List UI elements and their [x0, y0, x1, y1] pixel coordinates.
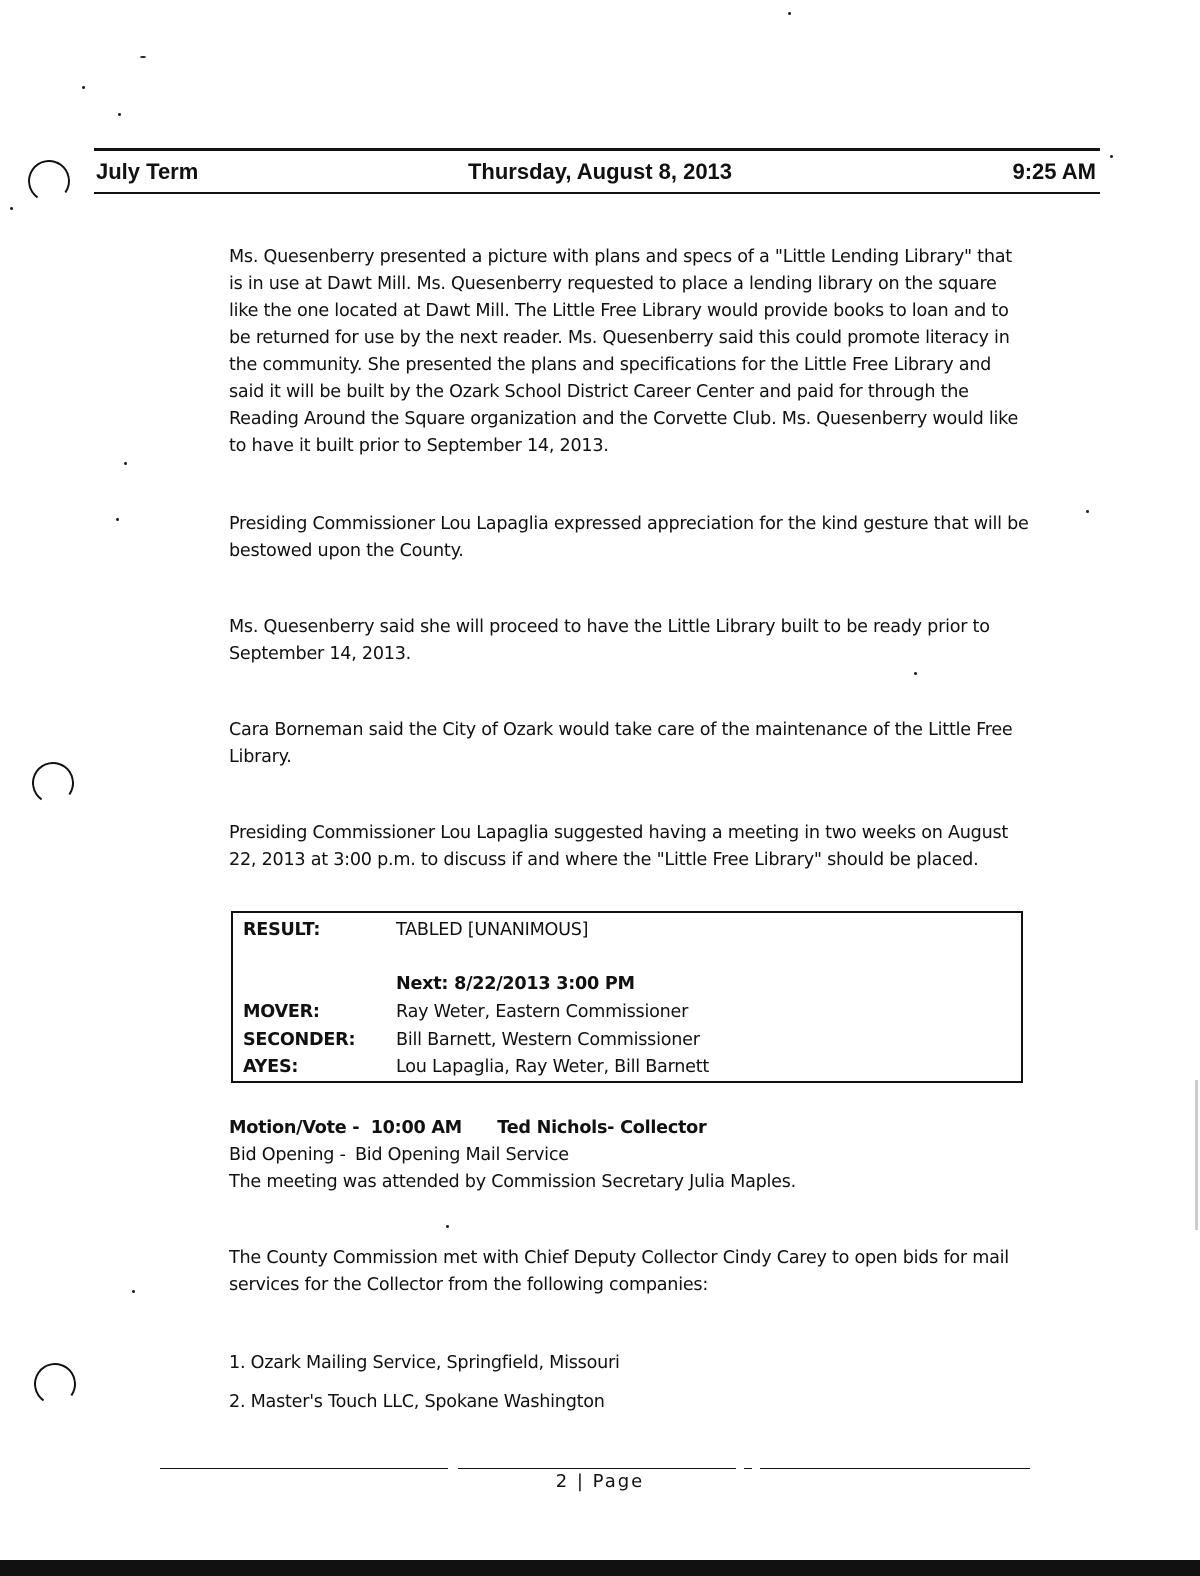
- paragraph-bids-intro: The County Commission met with Chief Deputy Collector Cindy Carey to open bids for mail services for the Collector from the following companies:: [229, 1248, 1009, 1295]
- scan-speck: [118, 113, 121, 116]
- company-list-item: 1. Ozark Mailing Service, Springfield, Missouri: [229, 1353, 620, 1373]
- scan-speck: [10, 207, 13, 210]
- scan-speck: [1086, 510, 1089, 513]
- scan-speck: [82, 86, 85, 89]
- scan-speck: [914, 672, 917, 675]
- paragraph-appreciation: Presiding Commissioner Lou Lapaglia expressed appreciation for the kind gesture that will be bestowed upon the County.: [229, 514, 1029, 561]
- motion-section: [229, 1115, 1029, 1196]
- scan-bottom-edge: [0, 1560, 1200, 1576]
- scan-speck: [1110, 155, 1113, 158]
- company-list-item: 2. Master's Touch LLC, Spokane Washington: [229, 1392, 605, 1412]
- result-value: TABLED [UNANIMOUS]: [396, 920, 589, 940]
- header-term: July Term: [96, 159, 199, 184]
- scan-speck: [116, 518, 119, 521]
- vote-result-box: [231, 911, 1023, 1083]
- header-top-rule: [94, 148, 1100, 151]
- motion-person: Ted Nichols- Collector: [497, 1118, 707, 1138]
- next-meeting-value: Next: 8/22/2013 3:00 PM: [396, 974, 635, 994]
- paragraph-little-library: Ms. Quesenberry presented a picture with plans and specs of a "Little Lending Library" that is in use at Dawt Mill. Ms. Quesenberry requested to place a lending library on the square like the one located at Dawt Mill. The Little Free Library would provide books to loan and to be returned for use by the next reader. Ms. Quesenberry said this could promote literacy in the community. She presented the plans and specifications for the Little Free Library and said it will be built by the Ozark School District Career Center and paid for through the Reading Around the Square organization and the Corvette Club. Ms. Quesenberry would like to have it built prior to September 14, 2013.: [229, 247, 1019, 456]
- bid-opening-value: Bid Opening Mail Service: [354, 1145, 569, 1165]
- ayes-value: Lou Lapaglia, Ray Weter, Bill Barnett: [396, 1057, 710, 1077]
- header-date: Thursday, August 8, 2013: [467, 159, 733, 184]
- paragraph-maintenance: Cara Borneman said the City of Ozark would take care of the maintenance of the Little Free Library.: [229, 720, 1013, 767]
- page-number: 2 | Page: [555, 1471, 645, 1492]
- binder-hole: [31, 1360, 80, 1409]
- scan-speck: [788, 12, 791, 15]
- motion-label: Motion/Vote -: [229, 1118, 360, 1138]
- paragraph-proceed: Ms. Quesenberry said she will proceed to have the Little Library built to be ready prior to September 14, 2013.: [229, 617, 990, 664]
- mover-label: MOVER:: [243, 1002, 320, 1022]
- footer-rule: [760, 1468, 1030, 1469]
- footer-rule: [160, 1468, 448, 1469]
- scan-speck: [140, 56, 146, 58]
- attendance-line: The meeting was attended by Commission Secretary Julia Maples.: [229, 1172, 796, 1192]
- scan-speck: [446, 1225, 449, 1228]
- seconder-value: Bill Barnett, Western Commissioner: [396, 1030, 700, 1050]
- footer-rule: [744, 1468, 752, 1469]
- paragraph-meeting-suggestion: Presiding Commissioner Lou Lapaglia suggested having a meeting in two weeks on August 22, 2013 at 3:00 p.m. to discuss if and where the "Little Free Library" should be placed.: [229, 823, 1009, 870]
- motion-time: 10:00 AM: [370, 1118, 462, 1138]
- header-time: 9:25 AM: [1012, 159, 1096, 184]
- ayes-label: AYES:: [243, 1057, 299, 1077]
- scan-speck: [132, 1290, 135, 1293]
- bid-opening-label: Bid Opening -: [229, 1145, 346, 1165]
- binder-hole: [29, 759, 78, 808]
- bid-opening-line: [229, 1142, 1029, 1169]
- scan-speck: [124, 462, 127, 465]
- motion-heading: [229, 1115, 1029, 1142]
- mover-value: Ray Weter, Eastern Commissioner: [396, 1002, 689, 1022]
- seconder-label: SECONDER:: [243, 1030, 356, 1050]
- header-bottom-rule: [94, 192, 1100, 194]
- scan-edge: [1195, 1080, 1198, 1230]
- result-label: RESULT:: [243, 920, 321, 940]
- footer-rule: [458, 1468, 736, 1469]
